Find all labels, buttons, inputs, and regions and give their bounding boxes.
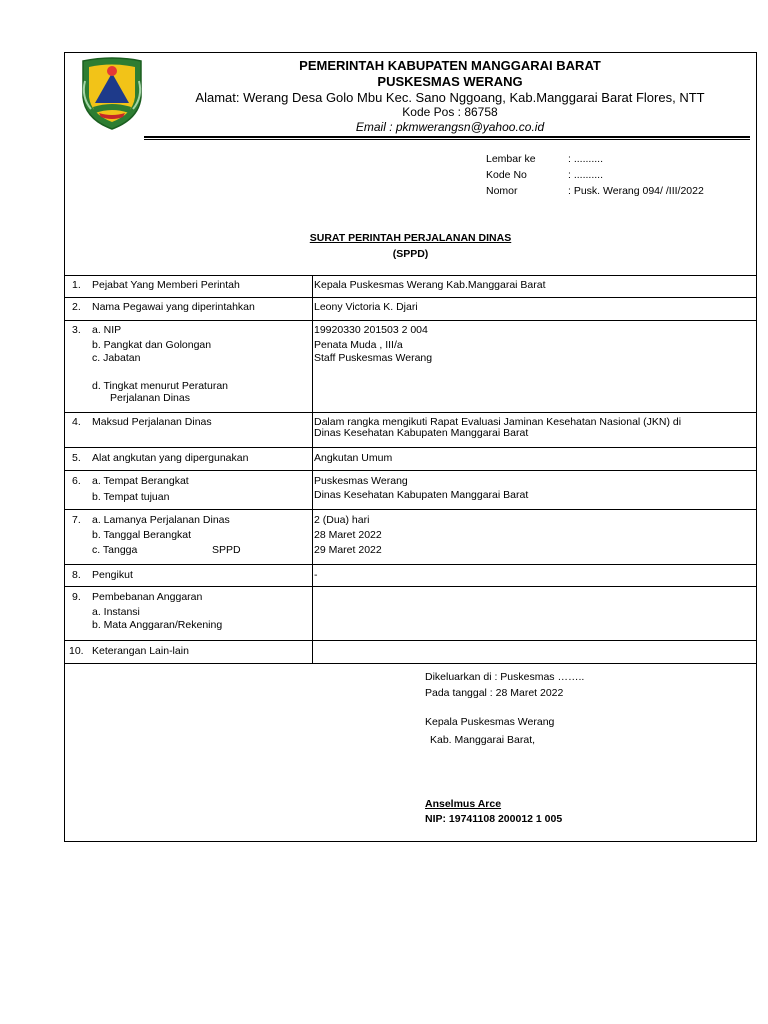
- signer-nip: NIP: 19741108 200012 1 005: [425, 813, 563, 825]
- meta-label-sheet: Lembar ke: [486, 153, 536, 165]
- meta-value-code: : ..........: [568, 169, 604, 181]
- header-address: Alamat: Werang Desa Golo Mbu Kec. Sano Nggoang, Kab.Manggarai Barat Flores, NTT: [195, 90, 705, 105]
- row-label: b. Tempat tujuan: [92, 491, 170, 503]
- row-value: 29 Maret 2022: [314, 544, 382, 556]
- signer-position: Kepala Puskesmas Werang: [425, 716, 555, 728]
- row-label: a. Lamanya Perjalanan Dinas: [92, 514, 230, 526]
- table-row: [64, 321, 757, 413]
- header-postal-code: Kode Pos : 86758: [402, 105, 498, 119]
- regency-emblem-logo: [79, 57, 145, 131]
- row-label: SPPD: [212, 544, 241, 556]
- table-row: [64, 276, 757, 298]
- row-number: 9.: [72, 591, 81, 603]
- meta-value-number: : Pusk. Werang 094/ /III/2022: [568, 185, 704, 197]
- row-value: -: [314, 569, 318, 581]
- row-label: Keterangan Lain-lain: [92, 645, 189, 657]
- header-divider-thick: [144, 136, 750, 138]
- row-value: Dalam rangka mengikuti Rapat Evaluasi Jaminan Kesehatan Nasional (JKN) di: [314, 416, 682, 428]
- table-row: [64, 413, 757, 448]
- document-subtitle: (SPPD): [392, 248, 429, 260]
- row-number: 2.: [72, 301, 81, 313]
- row-value: Leony Victoria K. Djari: [314, 301, 418, 313]
- row-value: 19920330 201503 2 004: [314, 324, 428, 336]
- table-row: [64, 641, 757, 664]
- table-row: [64, 298, 757, 321]
- issued-at: Dikeluarkan di : Puskesmas ……..: [425, 671, 585, 683]
- row-label: Nama Pegawai yang diperintahkan: [92, 301, 255, 313]
- signer-region: Kab. Manggarai Barat,: [430, 734, 536, 746]
- row-label: a. NIP: [92, 324, 122, 336]
- row-label: Pembebanan Anggaran: [92, 591, 203, 603]
- row-value: Dinas Kesehatan Kabupaten Manggarai Barat: [314, 489, 529, 501]
- row-number: 3.: [72, 324, 81, 336]
- row-label: c. Tangga: [92, 544, 138, 556]
- document-title: SURAT PERINTAH PERJALANAN DINAS: [309, 232, 512, 244]
- row-label: a. Instansi: [92, 606, 140, 618]
- row-number: 5.: [72, 452, 81, 464]
- header-divider-thin: [144, 139, 750, 140]
- row-number: 7.: [72, 514, 81, 526]
- issued-date: Pada tanggal : 28 Maret 2022: [425, 687, 564, 699]
- row-value: Penata Muda , III/a: [314, 339, 403, 351]
- table-row: [64, 587, 757, 641]
- meta-label-number: Nomor: [486, 185, 518, 197]
- row-number: 1.: [72, 279, 81, 291]
- header-clinic-name: PUSKESMAS WERANG: [377, 74, 523, 89]
- row-number: 10.: [69, 645, 84, 657]
- row-value: 28 Maret 2022: [314, 529, 382, 541]
- row-number: 6.: [72, 475, 81, 487]
- row-label: a. Tempat Berangkat: [92, 475, 189, 487]
- row-label: d. Tingkat menurut Peraturan: [92, 380, 228, 392]
- table-row: [64, 510, 757, 565]
- row-value: Dinas Kesehatan Kabupaten Manggarai Barat: [314, 427, 529, 439]
- header-email: Email : pkmwerangsn@yahoo.co.id: [355, 120, 545, 134]
- row-number: 4.: [72, 416, 81, 428]
- row-value: Kepala Puskesmas Werang Kab.Manggarai Barat: [314, 279, 546, 291]
- meta-value-sheet: : ..........: [568, 153, 604, 165]
- row-number: 8.: [72, 569, 81, 581]
- row-value: 2 (Dua) hari: [314, 514, 370, 526]
- signer-name: Anselmus Arce: [425, 798, 502, 810]
- row-value: Staff Puskesmas Werang: [314, 352, 433, 364]
- row-label: b. Pangkat dan Golongan: [92, 339, 212, 351]
- meta-label-code: Kode No: [486, 169, 527, 181]
- table-row: [64, 471, 757, 510]
- row-label: Perjalanan Dinas: [110, 392, 190, 404]
- row-label: Pengikut: [92, 569, 133, 581]
- row-label: c. Jabatan: [92, 352, 141, 364]
- table-row: [64, 565, 757, 587]
- header-government-name: PEMERINTAH KABUPATEN MANGGARAI BARAT: [299, 58, 601, 73]
- row-value: Angkutan Umum: [314, 452, 393, 464]
- sppd-form-table: [64, 275, 757, 664]
- table-row: [64, 448, 757, 471]
- row-label: Pejabat Yang Memberi Perintah: [92, 279, 240, 291]
- row-label: Maksud Perjalanan Dinas: [92, 416, 212, 428]
- row-label: Alat angkutan yang dipergunakan: [92, 452, 249, 464]
- row-label: b. Tanggal Berangkat: [92, 529, 192, 541]
- row-label: b. Mata Anggaran/Rekening: [92, 619, 223, 631]
- row-value: Puskesmas Werang: [314, 475, 408, 487]
